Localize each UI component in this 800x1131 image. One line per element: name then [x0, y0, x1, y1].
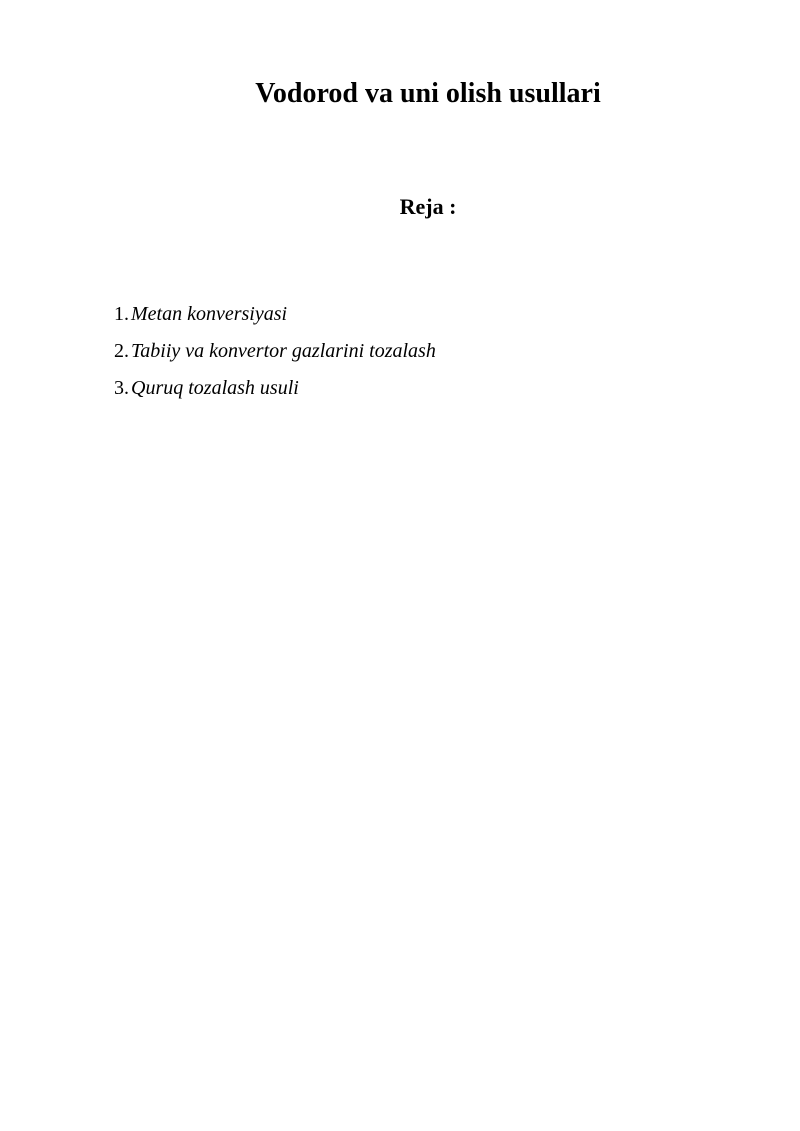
list-item	[114, 370, 436, 407]
list-item	[114, 296, 436, 333]
list-item-number: 1.	[114, 303, 129, 325]
list-item-number: 3.	[114, 377, 129, 399]
plan-heading: Reja :	[399, 194, 457, 219]
document-title: Vodorod va uni olish usullari	[255, 78, 601, 109]
plan-list	[114, 296, 436, 407]
list-item-text: Tabiiy va konvertor gazlarini tozalash	[131, 340, 436, 362]
list-item-number: 2.	[114, 340, 129, 362]
list-item-text: Metan konversiyasi	[131, 303, 288, 325]
list-item-text: Quruq tozalash usuli	[131, 377, 299, 399]
list-item	[114, 333, 436, 370]
